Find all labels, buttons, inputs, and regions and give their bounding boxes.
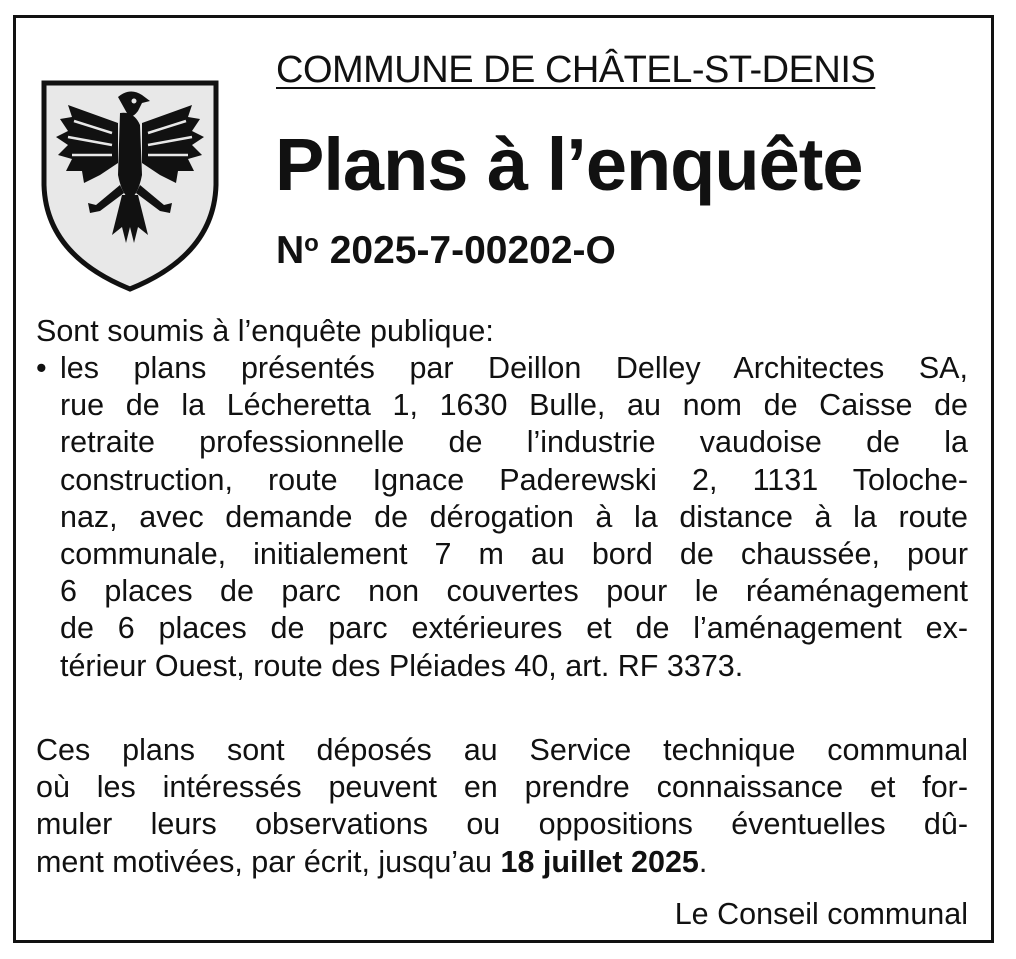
- bullet-line: retraite professionnelle de l’industrie vaudoise de la: [60, 425, 968, 460]
- closing-line: muler leurs observations ou oppositions éventuelles dû-: [36, 807, 968, 842]
- closing-line: Ces plans sont déposés au Service technique communal: [36, 733, 968, 767]
- deadline-date: 18 juillet 2025: [500, 844, 699, 879]
- number-prefix: N: [276, 229, 305, 272]
- bullet-line: de 6 places de parc extérieures et de l’aménagement ex-: [60, 611, 968, 646]
- number-sup: o: [304, 230, 319, 257]
- notice-title: Plans à l’enquête: [275, 123, 863, 206]
- closing-last-suffix: .: [698, 844, 708, 879]
- bullet-line: communale, initialement 7 m au bord de chaussée, pour: [60, 537, 968, 572]
- intro-text: Sont soumis à l’enquête publique:: [36, 314, 494, 348]
- closing-last-prefix: ment motivées, par écrit, jusqu’au: [36, 844, 501, 879]
- coat-of-arms-icon: [38, 75, 223, 293]
- commune-name: COMMUNE DE CHÂTEL-ST-DENIS: [276, 49, 876, 91]
- bullet-line: rue de la Lécheretta 1, 1630 Bulle, au nom de Caisse de: [60, 388, 968, 423]
- bullet-dot: •: [36, 351, 47, 385]
- bullet-line: naz, avec demande de dérogation à la distance à la route: [60, 499, 968, 534]
- closing-line: où les intéressés peuvent en prendre connaissance et for-: [36, 770, 968, 805]
- bullet-line: 6 places de parc non couvertes pour le réaménagement: [60, 574, 968, 609]
- number-value: 2025-7-00202-O: [329, 229, 616, 272]
- bullet-text: [60, 350, 968, 685]
- bullet-item: [36, 350, 968, 685]
- bullet-line: térieur Ouest, route des Pléiades 40, art. RF 3373.: [60, 648, 744, 683]
- bullet-line: construction, route Ignace Paderewski 2, 1131 Toloche-: [60, 462, 968, 497]
- closing-paragraph: [36, 732, 968, 881]
- signature: Le Conseil communal: [674, 897, 968, 931]
- file-number: [276, 229, 616, 273]
- closing-line: [36, 844, 968, 881]
- bullet-line: les plans présentés par Deillon Delley Architectes SA,: [60, 351, 968, 385]
